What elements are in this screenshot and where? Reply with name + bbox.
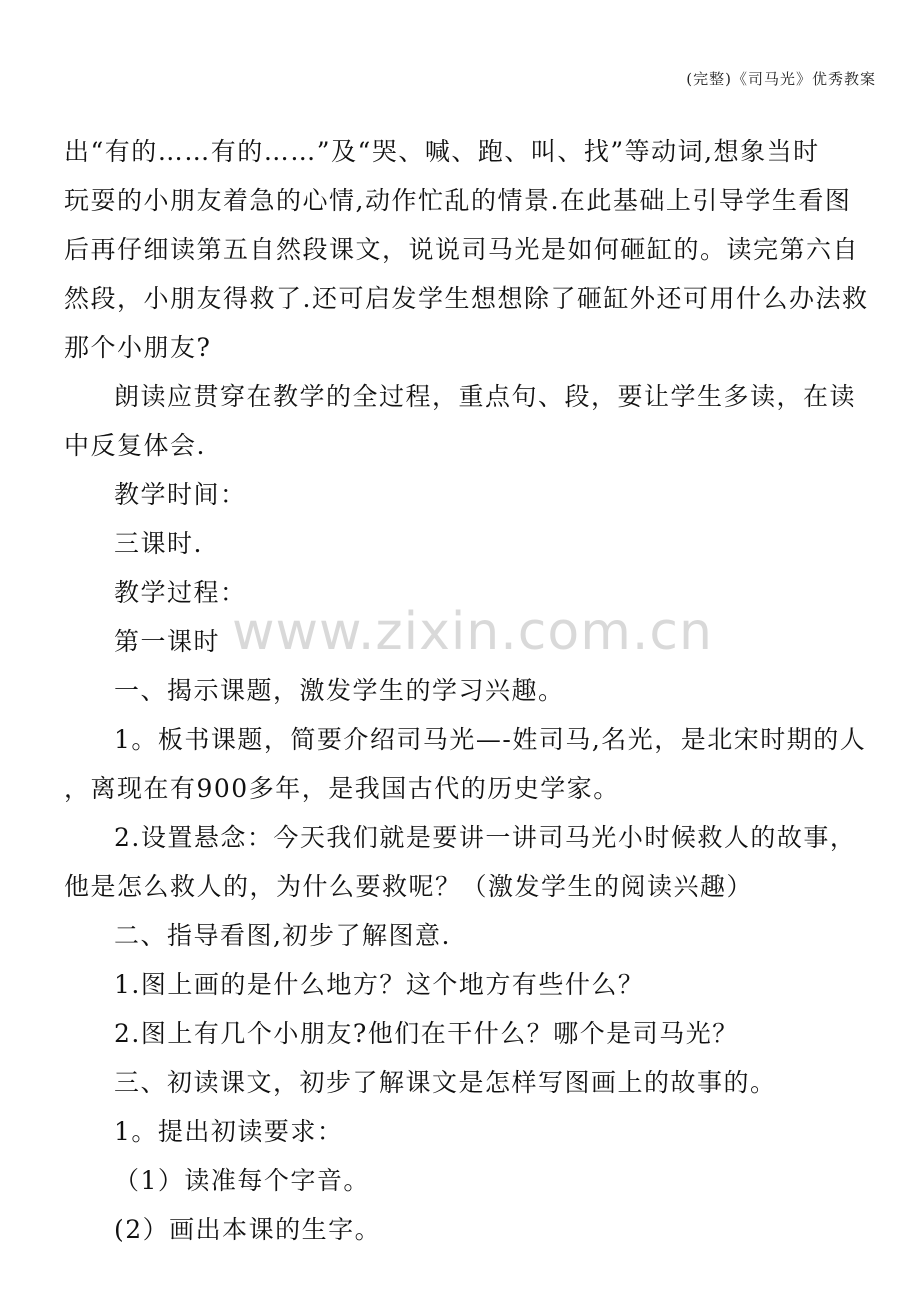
sub-list-item: （1）读准每个字音。 (114, 1166, 370, 1195)
section-label: 教学时间： (114, 480, 247, 509)
page-header-title: (完整)《司马光》优秀教案 (686, 70, 876, 88)
paragraph-line: 然段，小朋友得救了.还可启发学生想想除了砸缸外还可用什么办法救 (64, 284, 869, 313)
section-heading: 一、揭示课题，激发学生的学习兴趣。 (114, 676, 565, 705)
paragraph-line: 那个小朋友? (64, 333, 212, 362)
watermark: www.zixin.com.cn (232, 602, 713, 662)
section-label: 教学过程： (114, 578, 247, 607)
paragraph-line: 玩耍的小朋友着急的心情,动作忙乱的情景.在此基础上引导学生看图 (64, 186, 852, 215)
paragraph-line: 后再仔细读第五自然段课文，说说司马光是如何砸缸的。读完第六自 (64, 235, 860, 264)
paragraph-line: 朗读应贯穿在教学的全过程，重点句、段，要让学生多读，在读 (114, 382, 857, 411)
list-item: 2.设置悬念：今天我们就是要讲一讲司马光小时候救人的故事， (114, 823, 857, 852)
paragraph-line: 出“有的……有的……”及“哭、喊、跑、叫、找”等动词,想象当时 (64, 137, 820, 166)
document-body (64, 127, 869, 1254)
paragraph-line: 中反复体会. (64, 431, 206, 460)
list-item: 2.图上有几个小朋友?他们在干什么？哪个是司马光？ (114, 1019, 739, 1048)
paragraph-line: 三课时. (114, 529, 203, 558)
paragraph-line: 他是怎么救人的，为什么要救呢？（激发学生的阅读兴趣） (64, 872, 754, 901)
paragraph-line: ，离现在有900多年，是我国古代的历史学家。 (64, 774, 620, 803)
list-item: 1。板书课题，简要介绍司马光—-姓司马,名光，是北宋时期的人 (114, 725, 867, 754)
section-heading: 第一课时 (114, 627, 221, 656)
list-item: 1.图上画的是什么地方？这个地方有些什么？ (114, 970, 645, 999)
list-item: 1。提出初读要求： (114, 1117, 344, 1146)
section-heading: 二、指导看图,初步了解图意. (114, 921, 451, 950)
sub-list-item: (2）画出本课的生字。 (114, 1215, 382, 1244)
section-heading: 三、初读课文，初步了解课文是怎样写图画上的故事的。 (114, 1068, 777, 1097)
